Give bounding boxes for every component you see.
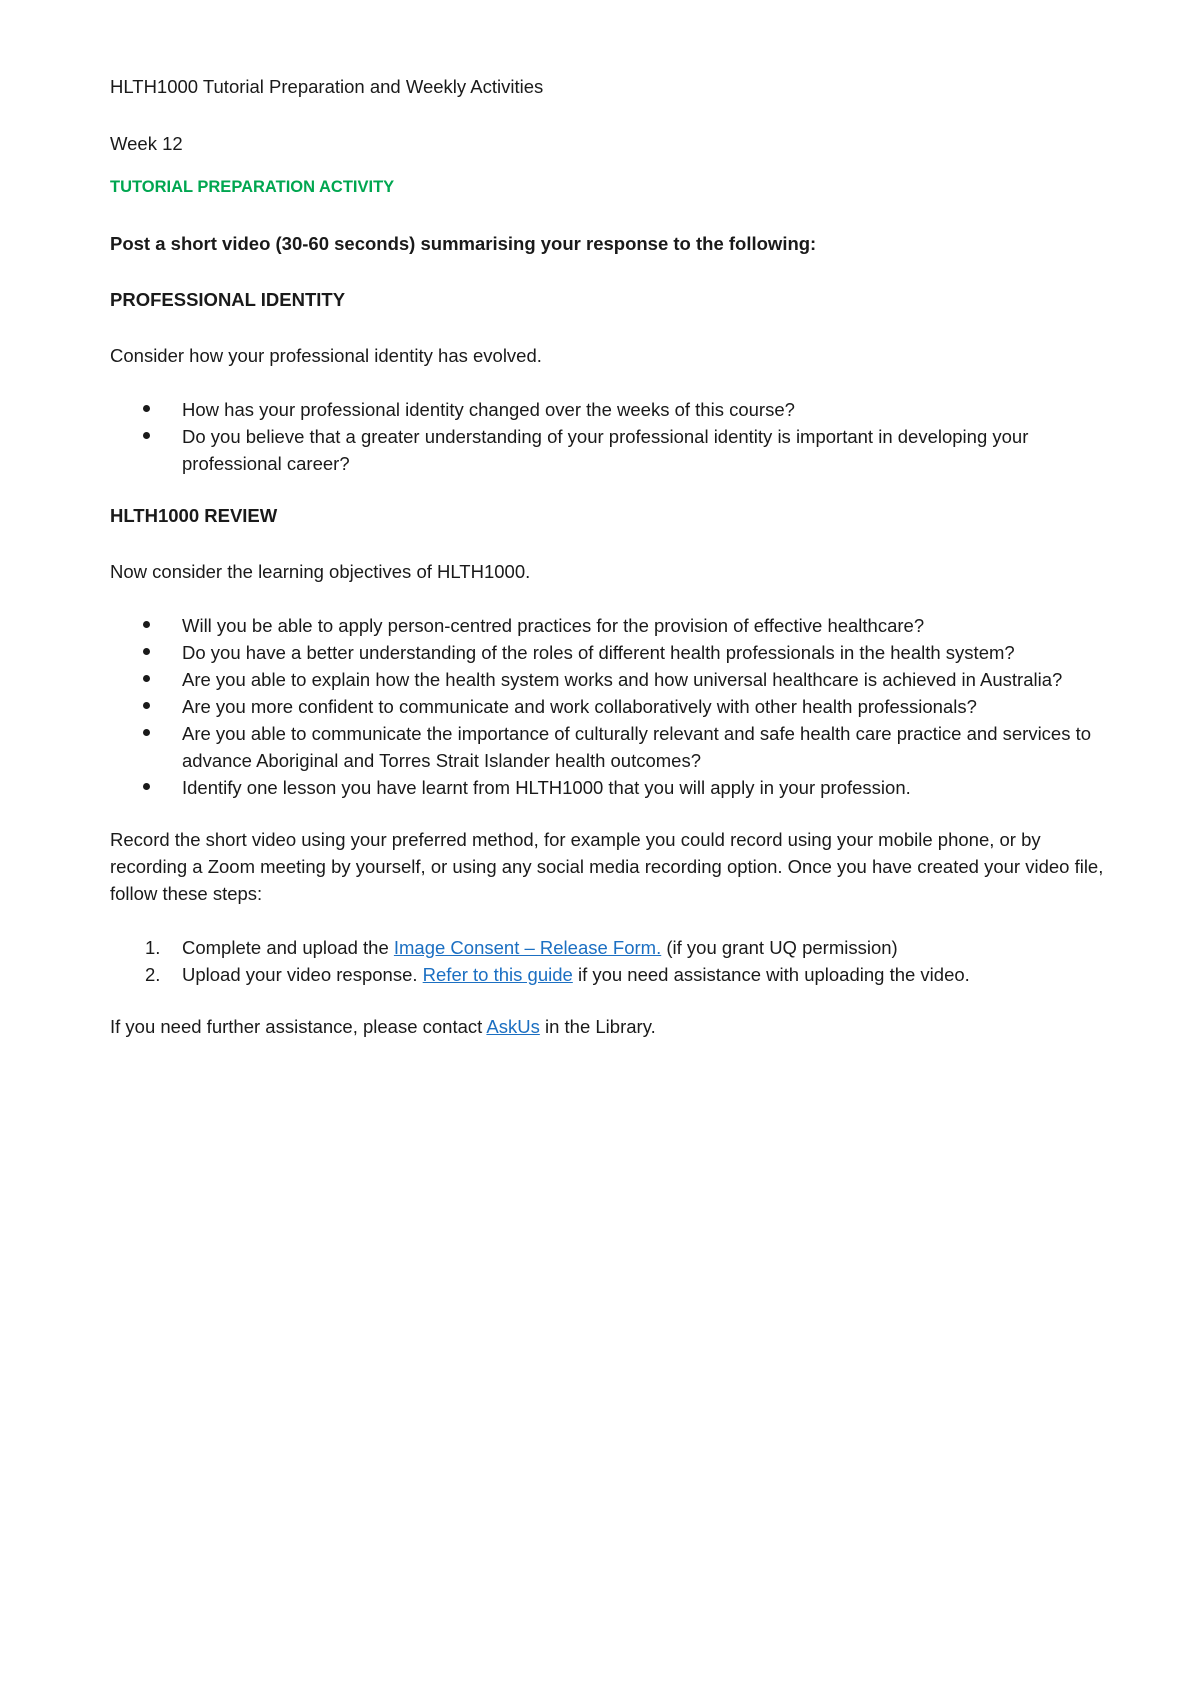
review-questions bbox=[110, 612, 1110, 801]
bullet-icon bbox=[143, 729, 150, 736]
tutorial-heading: TUTORIAL PREPARATION ACTIVITY bbox=[110, 178, 395, 196]
review-heading: HLTH1000 REVIEW bbox=[110, 505, 278, 526]
askus-link[interactable]: AskUs bbox=[486, 1016, 540, 1037]
step-text-suffix: (if you grant UQ permission) bbox=[661, 937, 898, 958]
review-intro: Now consider the learning objectives of HLTH1000. bbox=[110, 561, 531, 582]
step-text: Complete and upload the bbox=[182, 937, 394, 958]
document-header: HLTH1000 Tutorial Preparation and Weekly Activities bbox=[110, 76, 544, 97]
professional-identity-heading: PROFESSIONAL IDENTITY bbox=[110, 289, 346, 310]
bullet-icon bbox=[143, 783, 150, 790]
professional-identity-intro: Consider how your professional identity has evolved. bbox=[110, 345, 542, 366]
list-item bbox=[110, 720, 1110, 774]
refer-to-guide-link[interactable]: Refer to this guide bbox=[422, 964, 573, 985]
list-item bbox=[110, 612, 1110, 639]
bullet-icon bbox=[143, 621, 150, 628]
step-item-1 bbox=[110, 934, 1110, 961]
steps-list bbox=[110, 934, 1110, 988]
assistance-text bbox=[110, 1013, 1110, 1040]
question-text: Identify one lesson you have learnt from HLTH1000 that you will apply in your profession. bbox=[182, 777, 911, 798]
question-text: How has your professional identity changed over the weeks of this course? bbox=[182, 399, 795, 420]
step-number: 1. bbox=[145, 937, 161, 958]
assistance-suffix: in the Library. bbox=[539, 1016, 656, 1037]
question-text: Are you able to communicate the importance of culturally relevant and safe health care practice and services to advance Aboriginal and Torres Strait Islander health outcomes? bbox=[182, 723, 1092, 771]
list-item bbox=[110, 639, 1110, 666]
document-page bbox=[110, 73, 1110, 1040]
bullet-icon bbox=[143, 702, 150, 709]
list-item bbox=[110, 423, 1110, 477]
bullet-icon bbox=[143, 675, 150, 682]
instruction-text: Post a short video (30-60 seconds) summarising your response to the following: bbox=[110, 233, 817, 254]
image-consent-form-link[interactable]: Image Consent – Release Form. bbox=[393, 937, 662, 958]
step-item-2 bbox=[110, 961, 1110, 988]
record-instructions: Record the short video using your preferred method, for example you could record using your mobile phone, or by recording a Zoom meeting by yourself, or using any social media recording option. Once you have created your video file, follow these steps: bbox=[110, 829, 1104, 904]
list-item bbox=[110, 396, 1110, 423]
question-text: Are you more confident to communicate and work collaboratively with other health professionals? bbox=[182, 696, 977, 717]
professional-identity-questions bbox=[110, 396, 1110, 477]
step-text: Upload your video response. bbox=[182, 964, 423, 985]
list-item bbox=[110, 666, 1110, 693]
bullet-icon bbox=[143, 405, 150, 412]
question-text: Are you able to explain how the health system works and how universal healthcare is achieved in Australia? bbox=[182, 669, 1063, 690]
bullet-icon bbox=[143, 432, 150, 439]
step-number: 2. bbox=[145, 964, 161, 985]
bullet-icon bbox=[143, 648, 150, 655]
question-text: Will you be able to apply person-centred practices for the provision of effective healthcare? bbox=[182, 615, 925, 636]
list-item bbox=[110, 693, 1110, 720]
list-item bbox=[110, 774, 1110, 801]
week-label: Week 12 bbox=[110, 133, 183, 154]
question-text: Do you have a better understanding of the roles of different health professionals in the health system? bbox=[182, 642, 1015, 663]
step-text-suffix: if you need assistance with uploading the video. bbox=[572, 964, 970, 985]
assistance-prefix: If you need further assistance, please contact bbox=[110, 1016, 487, 1037]
question-text: Do you believe that a greater understanding of your professional identity is important in developing your professional career? bbox=[182, 426, 1029, 474]
